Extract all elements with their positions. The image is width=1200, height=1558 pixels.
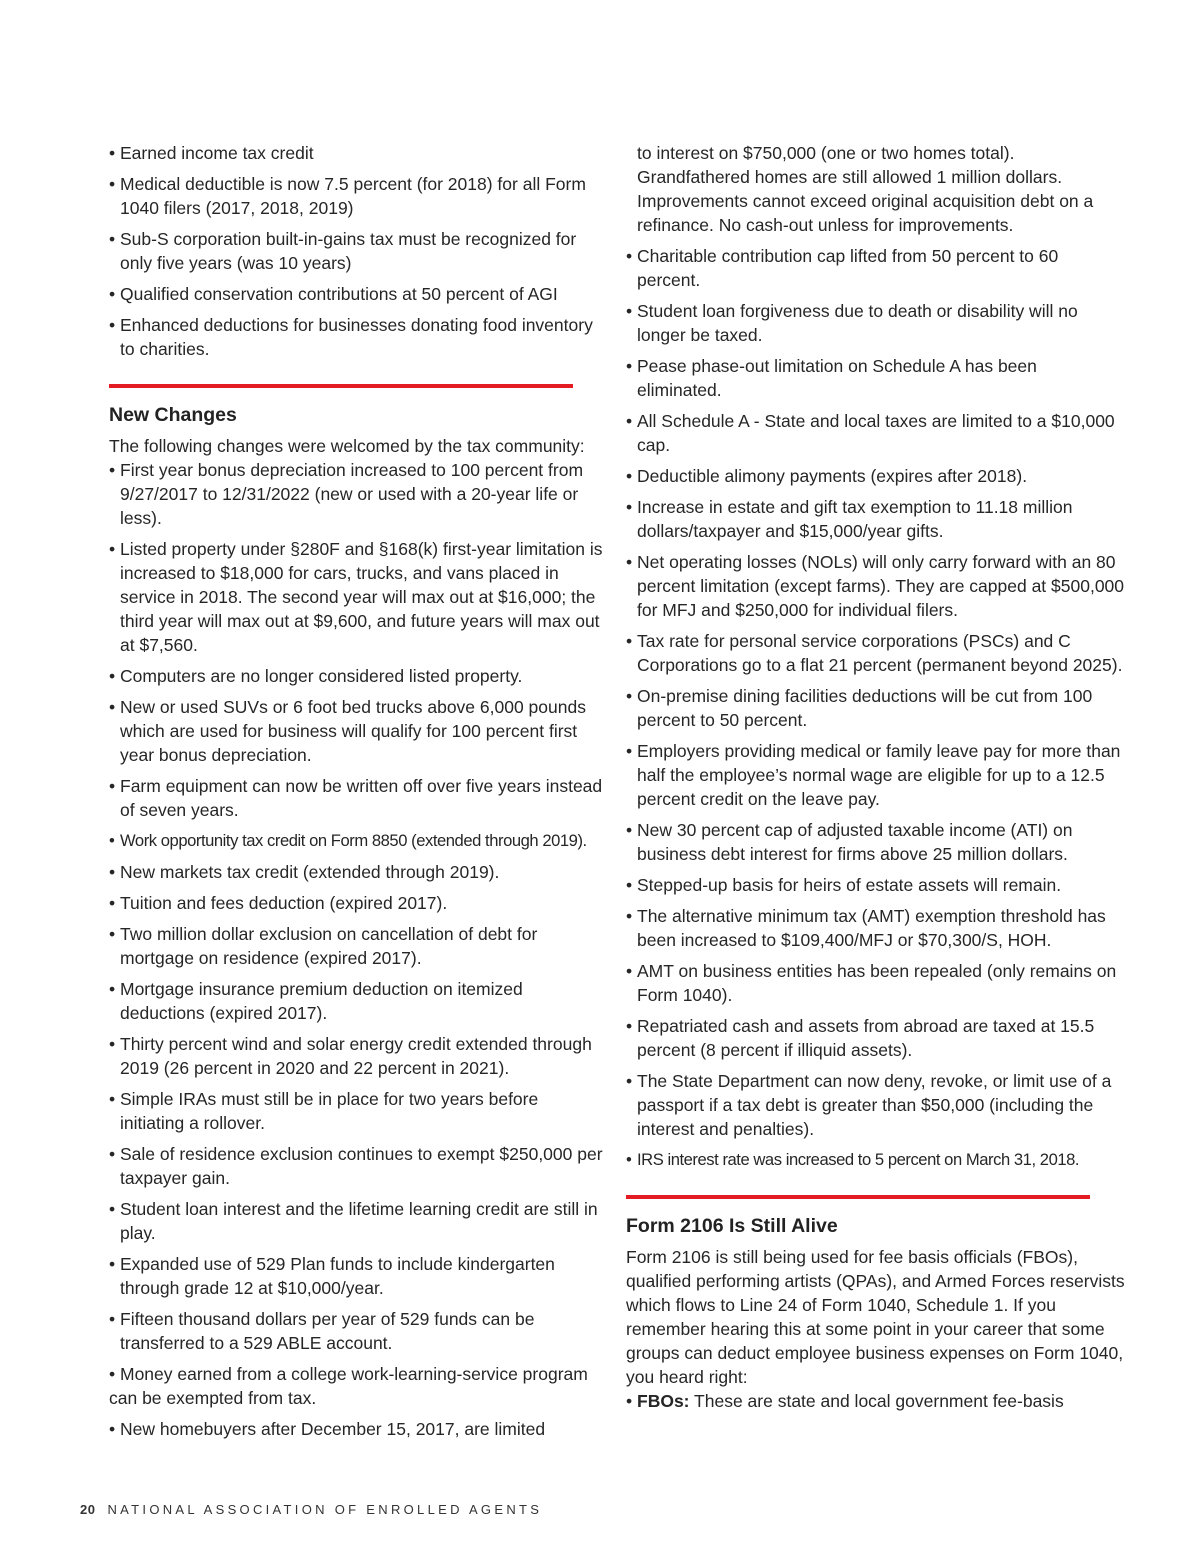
list-item-continuation: to interest on $750,000 (one or two homes total). Grandfathered homes are still allowed 1 million dollars. Improvements cannot exceed original acquisition debt on a refinance. No cash-out unless for improvements.: [637, 143, 1094, 235]
list-item: • Sale of residence exclusion continues to exempt $250,000 per taxpayer gain.: [109, 1142, 604, 1190]
publication-name: NATIONAL ASSOCIATION OF ENROLLED AGENTS: [107, 1502, 543, 1517]
list-item: • IRS interest rate was increased to 5 percent on March 31, 2018.: [626, 1148, 1126, 1172]
right-column: [626, 141, 1126, 1420]
section-divider: [109, 384, 573, 388]
list-item: • Farm equipment can now be written off over five years instead of seven years.: [109, 774, 604, 822]
list-item: • Two million dollar exclusion on cancellation of debt for mortgage on residence (expired 2017).: [109, 922, 604, 970]
list-item-text: These are state and local government fee-basis: [689, 1391, 1064, 1411]
section-divider: [626, 1195, 1090, 1199]
fbo-list: [626, 1389, 1126, 1413]
list-item: • Money earned from a college work-learning-service program can be exempted from tax.: [109, 1364, 588, 1408]
list-item: • First year bonus depreciation increased to 100 percent from 9/27/2017 to 12/31/2022 (new or used with a 20-year life or less).: [109, 458, 604, 530]
list-item: • Thirty percent wind and solar energy credit extended through 2019 (26 percent in 2020 and 22 percent in 2021).: [109, 1032, 604, 1080]
list-item: • Sub-S corporation built-in-gains tax must be recognized for only five years (was 10 years): [109, 227, 604, 275]
list-item: • Student loan interest and the lifetime learning credit are still in play.: [109, 1197, 604, 1245]
list-item: • Simple IRAs must still be in place for two years before initiating a rollover.: [109, 1087, 604, 1135]
list-item: • Repatriated cash and assets from abroad are taxed at 15.5 percent (8 percent if illiquid assets).: [626, 1014, 1126, 1062]
list-item: • Deductible alimony payments (expires after 2018).: [626, 464, 1126, 488]
new-changes-list: [109, 458, 604, 1441]
list-item: • Tuition and fees deduction (expired 2017).: [109, 891, 604, 915]
list-item: • Work opportunity tax credit on Form 8850 (extended through 2019).: [109, 829, 604, 853]
list-item: • Medical deductible is now 7.5 percent (for 2018) for all Form 1040 filers (2017, 2018, 2019): [109, 172, 604, 220]
list-item: • Listed property under §280F and §168(k) first-year limitation is increased to $18,000 for cars, trucks, and vans placed in service in 2018. The second year will max out at $16,000; the third year will max out at $9,600, and future years will max out at $7,560.: [109, 537, 604, 657]
section-title-new-changes: New Changes: [109, 404, 237, 426]
list-item: • New 30 percent cap of adjusted taxable income (ATI) on business debt interest for firms above 25 million dollars.: [626, 818, 1126, 866]
list-item: • Increase in estate and gift tax exemption to 11.18 million dollars/taxpayer and $15,000/year gifts.: [626, 495, 1126, 543]
list-item: • On-premise dining facilities deductions will be cut from 100 percent to 50 percent.: [626, 684, 1126, 732]
list-item-lead: FBOs:: [637, 1391, 690, 1411]
page-footer: [80, 1502, 542, 1517]
page-number: 20: [80, 1502, 96, 1517]
section-title-form-2106: Form 2106 Is Still Alive: [626, 1215, 838, 1237]
list-item: • Qualified conservation contributions at 50 percent of AGI: [109, 282, 604, 306]
list-item: • Computers are no longer considered listed property.: [109, 664, 604, 688]
list-item: [626, 1389, 1126, 1413]
section-paragraph: Form 2106 is still being used for fee basis officials (FBOs), qualified performing artists (QPAs), and Armed Forces reservists which flows to Line 24 of Form 1040, Schedule 1. If you remember hearing this at some point in your career that some groups can deduct employee business expenses on Form 1040, you heard right:: [626, 1247, 1125, 1387]
list-item: • Expanded use of 529 Plan funds to include kindergarten through grade 12 at $10,000/year.: [109, 1252, 604, 1300]
list-item: • New markets tax credit (extended through 2019).: [109, 860, 604, 884]
list-item: • All Schedule A - State and local taxes are limited to a $10,000 cap.: [626, 409, 1126, 457]
list-item: • Fifteen thousand dollars per year of 529 funds can be transferred to a 529 ABLE account.: [109, 1307, 604, 1355]
list-item: • The State Department can now deny, revoke, or limit use of a passport if a tax debt is greater than $50,000 (including the interest and penalties).: [626, 1069, 1126, 1141]
list-item: • Stepped-up basis for heirs of estate assets will remain.: [626, 873, 1126, 897]
list-item: • Employers providing medical or family leave pay for more than half the employee’s normal wage are eligible for up to a 12.5 percent credit on the leave pay.: [626, 739, 1126, 811]
list-item: • AMT on business entities has been repealed (only remains on Form 1040).: [626, 959, 1126, 1007]
left-column: [109, 141, 604, 1448]
right-list: [626, 141, 1126, 1172]
list-item: • Earned income tax credit: [109, 141, 604, 165]
top-list: [109, 141, 604, 361]
section-intro: The following changes were welcomed by the tax community:: [109, 436, 585, 456]
list-item: • Enhanced deductions for businesses donating food inventory to charities.: [109, 313, 604, 361]
list-item: • Charitable contribution cap lifted from 50 percent to 60 percent.: [626, 244, 1126, 292]
list-item: • Mortgage insurance premium deduction on itemized deductions (expired 2017).: [109, 977, 604, 1025]
list-item: • New homebuyers after December 15, 2017, are limited: [109, 1417, 604, 1441]
list-item: • Tax rate for personal service corporations (PSCs) and C Corporations go to a flat 21 percent (permanent beyond 2025).: [626, 629, 1126, 677]
list-item: • Net operating losses (NOLs) will only carry forward with an 80 percent limitation (except farms). They are capped at $500,000 for MFJ and $250,000 for individual filers.: [626, 550, 1126, 622]
list-item: • Student loan forgiveness due to death or disability will no longer be taxed.: [626, 299, 1126, 347]
list-item: • The alternative minimum tax (AMT) exemption threshold has been increased to $109,400/MFJ or $70,300/S, HOH.: [626, 904, 1126, 952]
list-item: • Pease phase-out limitation on Schedule A has been eliminated.: [626, 354, 1126, 402]
list-item: • New or used SUVs or 6 foot bed trucks above 6,000 pounds which are used for business will qualify for 100 percent first year bonus depreciation.: [109, 695, 604, 767]
